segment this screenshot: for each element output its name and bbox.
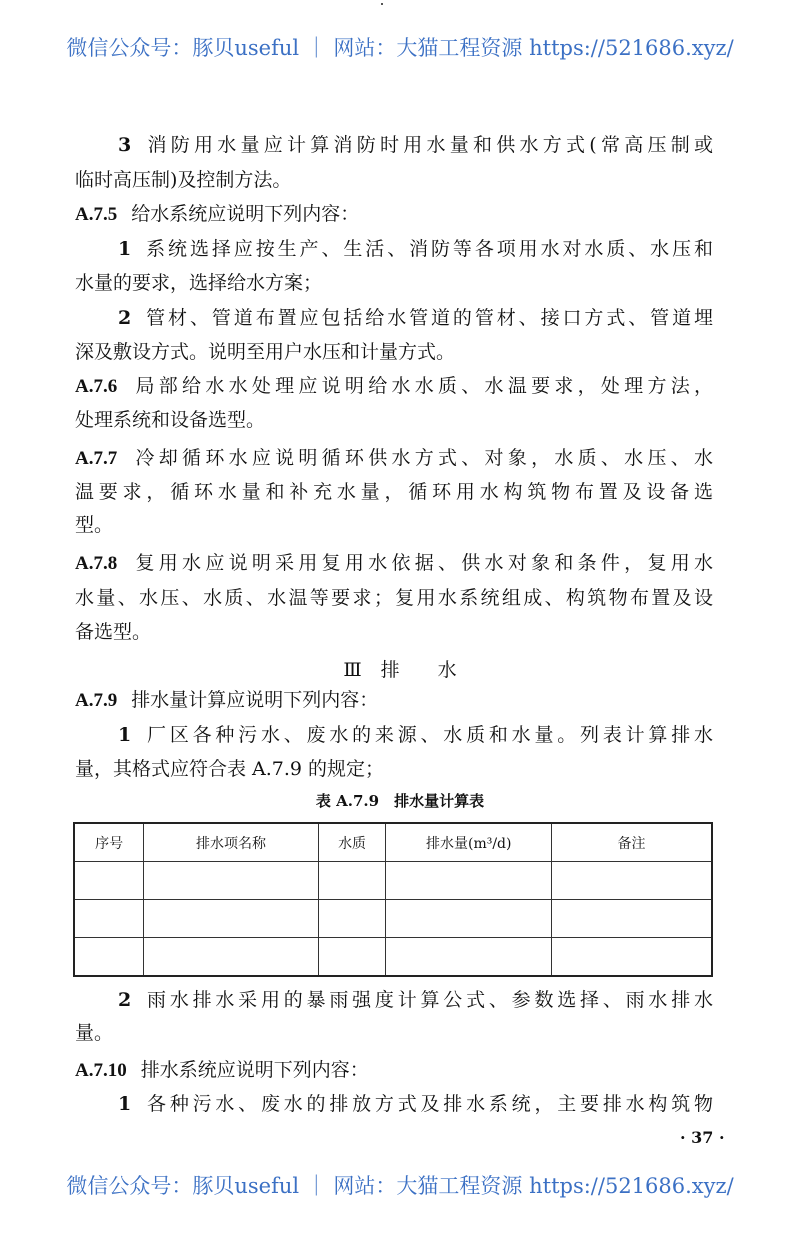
table-title: 表 A.7.9 排水量计算表 <box>315 792 485 810</box>
clause-A-7-9: A.7.9 排水量计算应说明下列内容： <box>75 689 379 711</box>
clause-A-7-6: A.7.6 局部给水水处理应说明给水水质、水温要求，处理方法， <box>75 375 713 397</box>
paragraph-line: 温要求，循环水量和补充水量，循环用水构筑物布置及设备选 <box>75 481 713 503</box>
paragraph-line: 2 雨水排水采用的暴雨强度计算公式、参数选择、雨水排水 <box>118 989 713 1011</box>
watermark-bottom: 微信公众号：豚贝useful ｜ 网站：大猫工程资源 https://521686.xyz/ <box>66 1174 734 1198</box>
page-number: · 37 · <box>680 1128 725 1147</box>
table-header: 排水量(m³/d) <box>386 823 552 862</box>
clause-A-7-10: A.7.10 排水系统应说明下列内容： <box>75 1059 369 1081</box>
paragraph-line: 1 各种污水、废水的排放方式及排水系统，主要排水构筑物 <box>118 1093 713 1115</box>
paragraph-line: 处理系统和设备选型。 <box>75 409 266 431</box>
paragraph-line: 3 消防用水量应计算消防时用水量和供水方式(常高压制或 <box>118 134 713 156</box>
scan-speck <box>381 3 383 5</box>
paragraph-line: 1 系统选择应按生产、生活、消防等各项用水对水质、水压和 <box>118 238 713 260</box>
paragraph-line: 1 厂区各种污水、废水的来源、水质和水量。列表计算排水 <box>118 724 713 746</box>
paragraph-line: 型。 <box>75 514 114 536</box>
table-header-row <box>74 823 712 862</box>
paragraph-line: 深及敷设方式。说明至用户水压和计量方式。 <box>75 341 456 363</box>
paragraph-line: 量。 <box>75 1022 114 1044</box>
clause-A-7-5: A.7.5 给水系统应说明下列内容： <box>75 203 360 225</box>
table-row <box>74 900 712 938</box>
table-header: 排水项名称 <box>144 823 318 862</box>
table-header: 水质 <box>318 823 386 862</box>
table-header: 备注 <box>552 823 713 862</box>
drainage-calc-table <box>73 822 713 977</box>
paragraph-line: 水量的要求，选择给水方案； <box>75 272 323 294</box>
clause-A-7-7: A.7.7 冷却循环水应说明循环供水方式、对象，水质、水压、水 <box>75 447 713 469</box>
paragraph-line: 量，其格式应符合表 A.7.9 的规定； <box>75 758 385 780</box>
table-header: 序号 <box>74 823 144 862</box>
section-heading: Ⅲ 排 水 <box>343 659 457 681</box>
paragraph-line: 2 管材、管道布置应包括给水管道的管材、接口方式、管道埋 <box>118 307 713 329</box>
table-row <box>74 938 712 977</box>
table-row <box>74 862 712 900</box>
paragraph-line: 水量、水压、水质、水温等要求；复用水系统组成、构筑物布置及设 <box>75 587 713 609</box>
clause-A-7-8: A.7.8 复用水应说明采用复用水依据、供水对象和条件，复用水 <box>75 552 713 574</box>
paragraph-line: 临时高压制)及控制方法。 <box>75 169 292 191</box>
watermark-top: 微信公众号：豚贝useful ｜ 网站：大猫工程资源 https://521686.xyz/ <box>66 36 734 60</box>
paragraph-line: 备选型。 <box>75 621 152 643</box>
